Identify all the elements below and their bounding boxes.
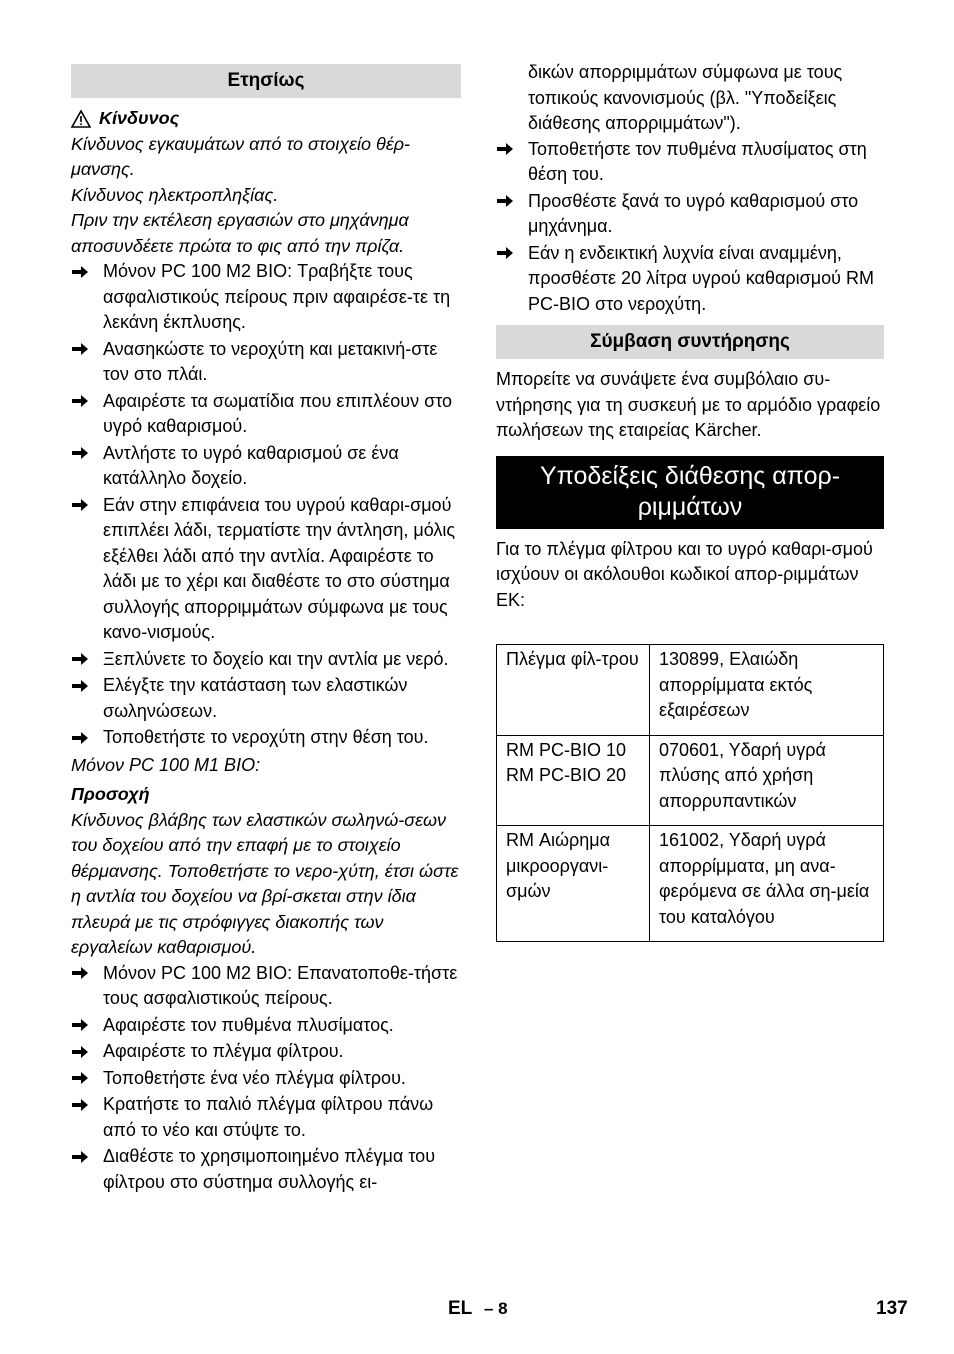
list-item-text: Μόνον PC 100 M2 BIO: Τραβήξτε τους ασφαλιστικούς πείρους πριν αφαιρέσε-τε τη λεκάνη έκπλυσης. (103, 261, 451, 332)
arrow-right-icon (496, 137, 516, 162)
table-cell-item: RM Αιώρημα μικροοργανι-σμών (497, 826, 650, 942)
arrow-right-icon (496, 189, 516, 214)
footer-language: EL (448, 1298, 473, 1319)
table-row (497, 645, 884, 736)
danger-label: Κίνδυνος (99, 108, 180, 128)
waste-code-table (496, 644, 884, 942)
footer-page-label: – 8 (484, 1299, 508, 1318)
list-item-text: Αφαιρέστε τα σωματίδια που επιπλέουν στο υγρό καθαρισμού. (103, 390, 453, 436)
arrow-right-icon (71, 961, 91, 986)
table-cell-code: 130899, Ελαιώδη απορρίμματα εκτός εξαιρέσεων (650, 645, 884, 736)
list-item-text: Αντλήστε το υγρό καθαρισμού σε ένα κατάλληλο δοχείο. (103, 442, 399, 488)
list-item-text: Κρατήστε το παλιό πλέγμα φίλτρου πάνω από το νέο και στύψτε το. (103, 1094, 434, 1140)
list-item-text: Εάν η ενδεικτική λυχνία είναι αναμμένη, προσθέστε 20 λίτρα υγρού καθαρισμού RM PC-BIO στο νεροχύτη. (528, 242, 874, 314)
disposal-heading-line-2: ριμμάτων (637, 492, 743, 521)
caution-title: Προσοχή (71, 784, 150, 804)
footer-page-number: 137 (876, 1298, 908, 1319)
caution-text: Κίνδυνος βλάβης των ελαστικών σωληνώ-σεων του δοχείου από την επαφή με το στοιχείο θέρμανσης. Τοποθετήστε το νερο-χύτη, έτσι ώστε η αντλία του δοχείου να βρί-σκεται στην ίδια πλευρά με τις στρόφιγγες διακοπής των εργαλείων καθαρισμού. (71, 809, 459, 957)
list-item (71, 673, 461, 724)
list-item-text: Ξεπλύνετε το δοχείο και την αντλία με νερό. (103, 648, 449, 669)
list-item (71, 647, 461, 673)
steps-list-annual (71, 259, 461, 751)
m1-note: Μόνον PC 100 M1 BIO: (71, 754, 261, 775)
list-item (71, 441, 461, 492)
arrow-right-icon (71, 441, 91, 466)
maintenance-text: Μπορείτε να συνάψετε ένα συμβόλαιο συ-ντήρησης για τη συσκευή με το αρμόδιο γραφείο πωλήσεων της εταιρείας Kärcher. (496, 369, 881, 440)
section-heading-maintenance: Σύμβαση συντήρησης (496, 325, 884, 359)
table-cell-code: 161002, Υδαρή υγρά απορρίμματα, μη ανα-φερόμενα σε άλλα ση-μεία του καταλόγου (650, 826, 884, 942)
list-item (496, 137, 884, 188)
disposal-text: Για το πλέγμα φίλτρου και το υγρό καθαρι-σμού ισχύουν οι ακόλουθοι κωδικοί απορ-ριμμάτων ΕΚ: (496, 538, 873, 610)
table-cell-code: 070601, Υδαρή υγρά πλύσης από χρήση απορρυπαντικών (650, 735, 884, 826)
list-item-text: Τοποθετήστε το νεροχύτη στην θέση του. (103, 727, 429, 747)
table-row (497, 826, 884, 942)
list-item-text: Αφαιρέστε το πλέγμα φίλτρου. (103, 1041, 344, 1061)
list-item (71, 1039, 461, 1065)
list-item-text: Τοποθετήστε τον πυθμένα πλυσίματος στη θέση του. (528, 138, 867, 184)
list-item-text: Μόνον PC 100 M2 BIO: Επανατοποθε-τήστε τους ασφαλιστικούς πείρους. (103, 962, 458, 1008)
danger-title (71, 106, 461, 132)
warning-icon (71, 110, 91, 128)
continuation-text: δικών απορριμμάτων σύμφωνα με τους τοπικούς κανονισμούς (βλ. "Υποδείξεις διάθεσης απορριμμάτων"). (528, 62, 843, 133)
arrow-right-icon (496, 241, 516, 266)
arrow-right-icon (71, 1092, 91, 1117)
disposal-heading-line-1: Υποδείξεις διάθεσης απορ- (539, 461, 841, 490)
list-item (71, 1144, 461, 1195)
list-item-text: Εάν στην επιφάνεια του υγρού καθαρι-σμού επιπλέει λάδι, τερματίστε την άντληση, μόλις εξέλθει λάδι από την αντλία. Αφαιρέστε το λάδι με το χέρι και διαθέστε το στο σύστημα συλλογής απορριμμάτων σύμφωνα με τους κανο-νισμούς. (103, 494, 456, 642)
list-item (71, 493, 461, 646)
arrow-right-icon (71, 673, 91, 698)
steps-list-filter (71, 961, 461, 1196)
list-item (496, 189, 884, 240)
arrow-right-icon (71, 493, 91, 518)
danger-text-3: Πριν την εκτέλεση εργασιών στο μηχάνημα αποσυνδέετε πρώτα το φις από την πρίζα. (71, 210, 409, 256)
list-item (71, 259, 461, 336)
table-cell-item: Πλέγμα φίλ-τρου (497, 645, 650, 736)
table-row (497, 735, 884, 826)
right-column (496, 60, 884, 942)
list-item (71, 1092, 461, 1143)
danger-text-2: Κίνδυνος ηλεκτροπληξίας. (71, 184, 279, 205)
section-heading-annual: Ετησίως (71, 64, 461, 98)
list-item (496, 241, 884, 318)
arrow-right-icon (71, 1066, 91, 1091)
list-item-text: Ανασηκώστε το νεροχύτη και μετακινή-στε τον στο πλάι. (103, 338, 438, 384)
list-item-text: Αφαιρέστε τον πυθμένα πλυσίματος. (103, 1014, 394, 1035)
arrow-right-icon (71, 1013, 91, 1038)
arrow-right-icon (71, 389, 91, 414)
list-item-text: Ελέγξτε την κατάσταση των ελαστικών σωληνώσεων. (103, 675, 408, 721)
list-item (71, 1013, 461, 1039)
left-column (71, 60, 461, 1196)
list-item (71, 725, 461, 751)
disposal-heading (496, 456, 884, 529)
list-item-text: Διαθέστε το χρησιμοποιημένο πλέγμα του φίλτρου στο σύστημα συλλογής ει- (103, 1146, 436, 1192)
steps-list-final (496, 137, 884, 318)
list-item (71, 961, 461, 1012)
list-item (71, 337, 461, 388)
list-item (71, 389, 461, 440)
list-item (71, 1066, 461, 1092)
list-item-text: Τοποθετήστε ένα νέο πλέγμα φίλτρου. (103, 1067, 406, 1088)
table-cell-item: RM PC-BIO 10 RM PC-BIO 20 (497, 735, 650, 826)
arrow-right-icon (71, 337, 91, 362)
arrow-right-icon (71, 1144, 91, 1169)
arrow-right-icon (71, 1039, 91, 1064)
list-item-text: Προσθέστε ξανά το υγρό καθαρισμού στο μηχάνημα. (528, 190, 859, 236)
danger-text-1: Κίνδυνος εγκαυμάτων από το στοιχείο θέρ-μανσης. (71, 133, 411, 179)
arrow-right-icon (71, 725, 91, 750)
arrow-right-icon (71, 647, 91, 672)
arrow-right-icon (71, 259, 91, 284)
